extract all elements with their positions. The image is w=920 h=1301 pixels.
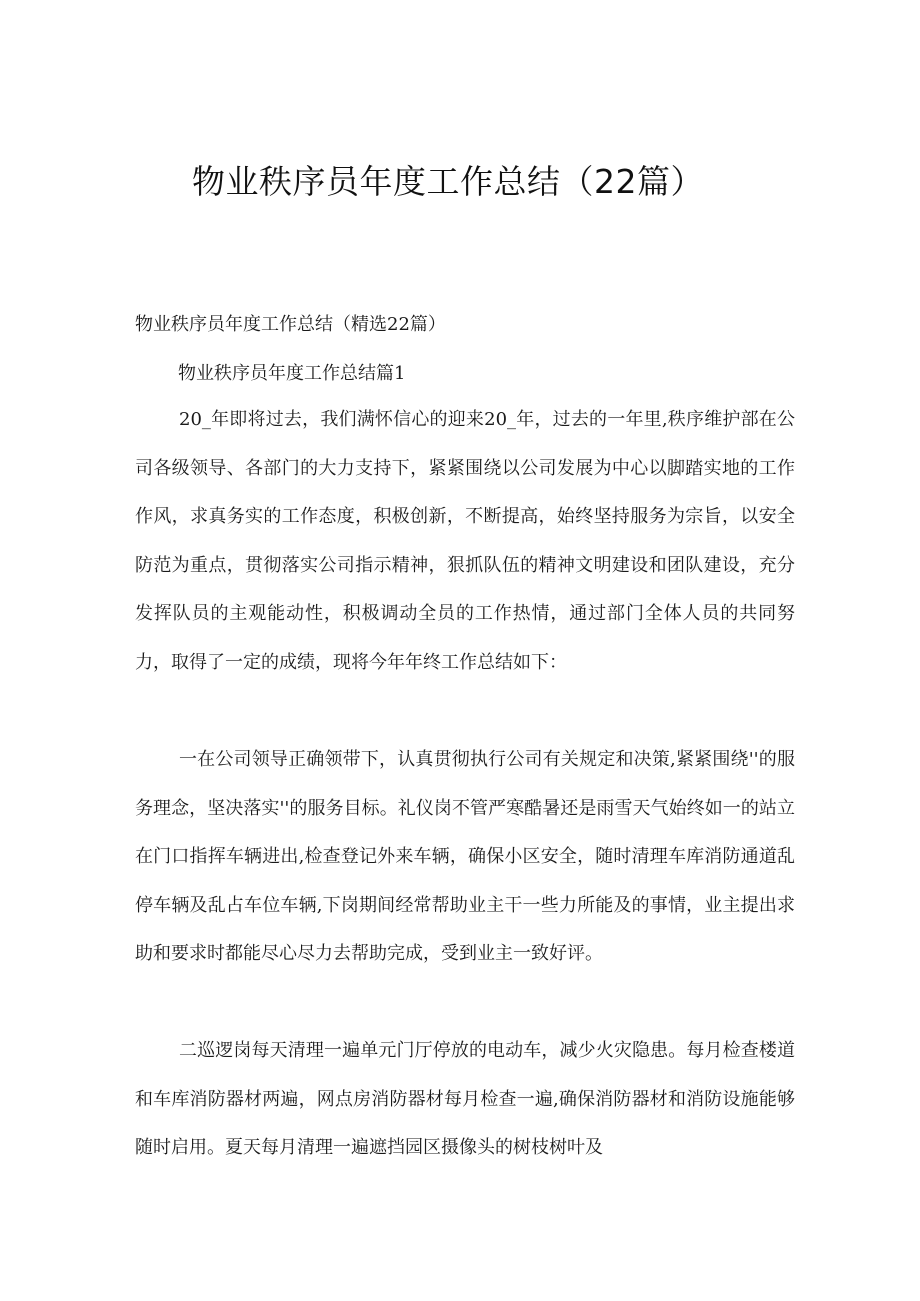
body-paragraph: 二巡逻岗每天清理一遍单元门厅停放的电动车，减少火灾隐患。每月检查楼道和车库消防器材两遍，网点房消防器材每月检查一遍,确保消防器材和消防设施能够随时启用。夏天每月清理一遍遮挡园区摄像头的树枝树叶及 (135, 1040, 795, 1158)
body-paragraph: 一在公司领导正确领带下，认真贯彻执行公司有关规定和决策,紧紧围绕''的服务理念，坚决落实''的服务目标。礼仪岗不管严寒酷暑还是雨雪天气始终如一的站立在门口指挥车辆进出,检查登记外来车辆，确保小区安全，随时清理车库消防通道乱停车辆及乱占车位车辆,下岗期间经常帮助业主干一些力所能及的事情，业主提出求助和要求时都能尽心尽力去帮助完成，受到业主一致好评。 (135, 749, 795, 964)
document-subtitle: 物业秩序员年度工作总结（精选22篇） (135, 314, 446, 335)
document-title: 物业秩序员年度工作总结（22篇） (192, 162, 704, 201)
body-paragraph: 20_年即将过去，我们满怀信心的迎来20_年，过去的一年里,秩序维护部在公司各级领导、各部门的大力支持下，紧紧围绕以公司发展为中心以脚踏实地的工作作风，求真务实的工作态度，积极创新，不断提高，始终坚持服务为宗旨，以安全防范为重点，贯彻落实公司指示精神，狠抓队伍的精神文明建设和团队建设，充分发挥队员的主观能动性，积极调动全员的工作热情，通过部门全体人员的共同努力，取得了一定的成绩，现将今年年终工作总结如下： (135, 409, 795, 673)
section-heading: 物业秩序员年度工作总结篇1 (178, 363, 406, 384)
